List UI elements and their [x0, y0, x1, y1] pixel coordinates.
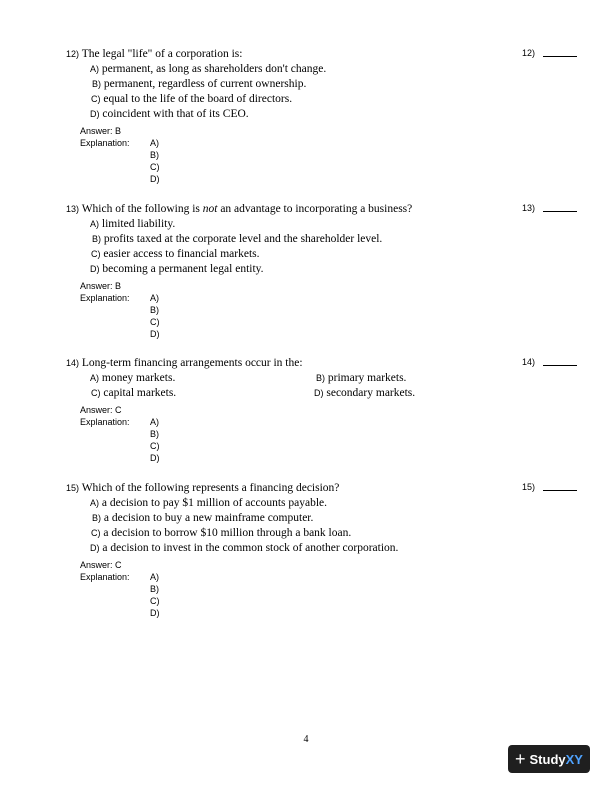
explanation-letter: A) [150, 572, 159, 582]
option-d: D) secondary markets. [314, 387, 416, 399]
answer-blank: 13) [522, 203, 577, 213]
answer-blank: 15) [522, 482, 577, 492]
option-d: D) becoming a permanent legal entity. [90, 263, 264, 275]
explanation-letter: D) [150, 174, 160, 184]
option-b: B) primary markets. [316, 372, 407, 384]
explanation-letter: A) [150, 417, 159, 427]
option-b: B) profits taxed at the corporate level and the shareholder level. [92, 233, 383, 245]
answer-blank: 14) [522, 357, 577, 367]
option-a: A) money markets. [90, 372, 176, 384]
explanation-label: Explanation: [80, 293, 130, 303]
option-b: B) a decision to buy a new mainframe computer. [92, 512, 314, 524]
page-number: 4 [303, 734, 309, 745]
question-number: 15) [66, 483, 80, 493]
option-d: D) a decision to invest in the common stock of another corporation. [90, 542, 399, 554]
question-number: 14) [66, 358, 80, 368]
explanation-letter: B) [150, 305, 159, 315]
plus-icon: + [515, 749, 526, 769]
option-d: D) coincident with that of its CEO. [90, 108, 249, 120]
option-a: A) limited liability. [90, 218, 176, 230]
option-a: A) a decision to pay $1 million of accounts payable. [90, 497, 328, 509]
explanation-letter: D) [150, 453, 160, 463]
question-stem [66, 48, 242, 60]
explanation-letter: C) [150, 596, 160, 606]
answer-text: Answer: B [80, 126, 122, 136]
option-b: B) permanent, regardless of current ownership. [92, 78, 307, 90]
answer-line [543, 56, 577, 57]
answer-text: Answer: B [80, 281, 122, 291]
studyxy-logo[interactable] [508, 745, 590, 773]
question-number: 12) [66, 49, 80, 59]
option-c: C) equal to the life of the board of directors. [91, 93, 293, 105]
explanation-letter: C) [150, 162, 160, 172]
option-a: A) permanent, as long as shareholders don't change. [90, 63, 327, 75]
explanation-letter: C) [150, 441, 160, 451]
question-text: The legal "life" of a corporation is: [81, 48, 243, 60]
explanation-letter: C) [150, 317, 160, 327]
explanation-label: Explanation: [80, 417, 130, 427]
question-text: Long-term financing arrangements occur in the: [81, 357, 303, 369]
explanation-letter: A) [150, 293, 159, 303]
answer-line [543, 490, 577, 491]
explanation-label: Explanation: [80, 572, 130, 582]
explanation-letter: A) [150, 138, 159, 148]
explanation-letter: B) [150, 584, 159, 594]
question-stem: 13) Which of the following is not an advantage to incorporating a business? [66, 203, 413, 215]
logo-accent-text: XY [565, 751, 583, 767]
option-c: C) capital markets. [91, 387, 177, 399]
explanation-letter: D) [150, 329, 160, 339]
explanation-letter: B) [150, 150, 159, 160]
answer-text: Answer: C [80, 560, 122, 570]
answer-line [543, 211, 577, 212]
explanation-letter: D) [150, 608, 160, 618]
question-stem [66, 357, 303, 369]
answer-blank: 12) [522, 48, 577, 58]
answer-line [543, 365, 577, 366]
explanation-letter: B) [150, 429, 159, 439]
logo-text: Study [529, 751, 566, 767]
question-text: Which of the following represents a financing decision? [81, 482, 340, 494]
answer-text: Answer: C [80, 405, 122, 415]
question-number: 13) [66, 204, 80, 214]
explanation-label: Explanation: [80, 138, 130, 148]
option-c: C) a decision to borrow $10 million through a bank loan. [91, 527, 352, 539]
emphasis-text: not [202, 203, 218, 215]
option-c: C) easier access to financial markets. [91, 248, 260, 260]
question-stem [66, 482, 339, 494]
